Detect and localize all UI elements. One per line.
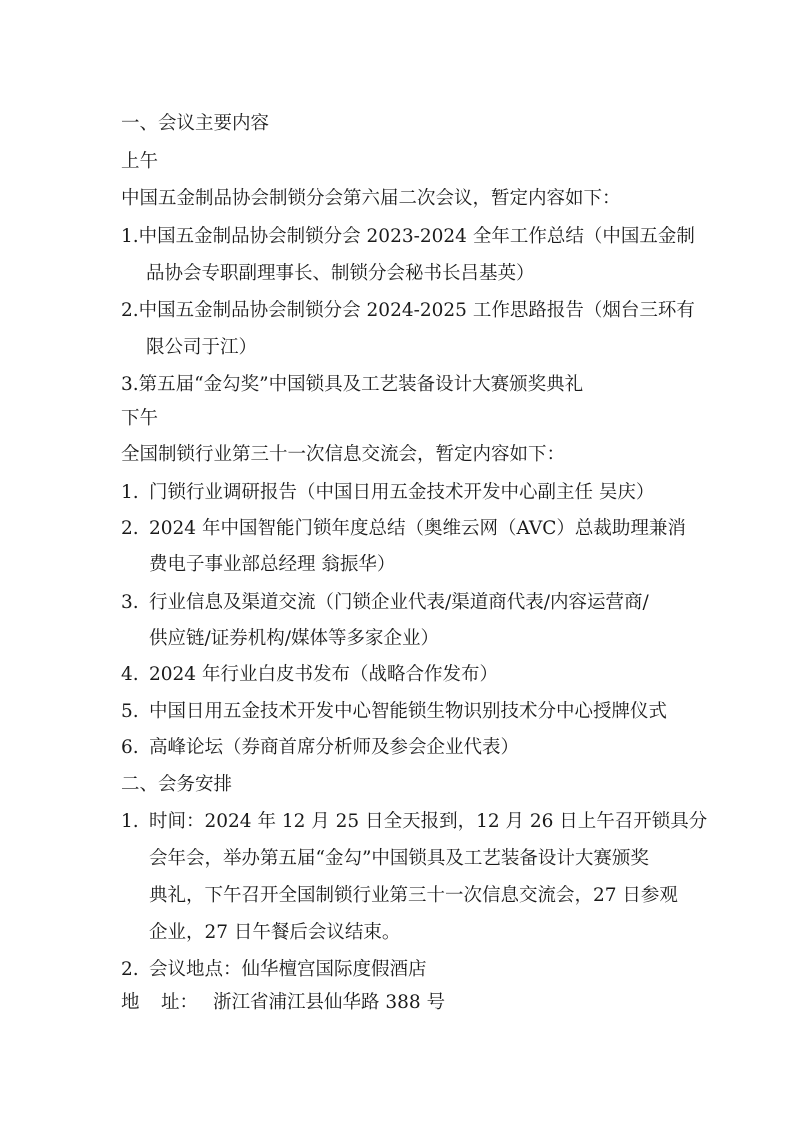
address-label-char1: 地 [121, 992, 140, 1013]
address-label-char2: 址： [161, 992, 199, 1013]
item-number: 2. [121, 518, 139, 539]
afternoon-item-1 [121, 480, 654, 506]
arrangement-item-1-cont-3: 企业，27 日午餐后会议结束。 [149, 922, 401, 943]
item-text: 会议地点：仙华檀宫国际度假酒店 [149, 959, 427, 980]
item-text: 中国五金制品协会制锁分会 2024-2025 工作思路报告（烟台三环有 [138, 300, 695, 321]
item-number: 3. [121, 374, 139, 395]
item-number: 6. [121, 737, 139, 758]
afternoon-item-3-cont: 供应链/证券机构/媒体等多家企业） [149, 628, 439, 649]
item-text: 行业信息及渠道交流（门锁企业代表/渠道商代表/内容运营商/ [149, 592, 649, 613]
item-text: 时间：2024 年 12 月 25 日全天报到，12 月 26 日上午召开锁具分 [149, 811, 708, 832]
item-number: 4. [121, 664, 139, 685]
address-value: 浙江省浦江县仙华路 388 号 [213, 992, 446, 1013]
afternoon-item-5 [121, 699, 667, 725]
arrangement-item-1 [121, 809, 707, 835]
afternoon-intro: 全国制锁行业第三十一次信息交流会，暂定内容如下： [121, 444, 566, 465]
afternoon-item-2-cont: 费电子事业部总经理 翁振华） [149, 554, 396, 575]
item-number: 2. [121, 300, 139, 321]
item-text: 门锁行业调研报告（中国日用五金技术开发中心副主任 吴庆） [149, 482, 655, 503]
morning-intro: 中国五金制品协会制锁分会第六届二次会议，暂定内容如下： [121, 188, 621, 209]
morning-item-2 [121, 298, 695, 324]
afternoon-item-3 [121, 590, 649, 616]
morning-item-1-cont: 品协会专职副理事长、制锁分会秘书长吕基英） [146, 263, 535, 284]
arrangement-item-2 [121, 957, 427, 983]
item-text: 中国五金制品协会制锁分会 2023-2024 全年工作总结（中国五金制 [138, 226, 695, 247]
section2-heading: 二、会务安排 [121, 774, 233, 795]
item-text: 高峰论坛（券商首席分析师及参会企业代表） [149, 737, 520, 758]
address-label [121, 990, 213, 1016]
item-number: 1. [121, 226, 139, 247]
afternoon-item-4 [121, 662, 498, 688]
morning-label: 上午 [121, 151, 159, 172]
item-number: 2. [121, 959, 139, 980]
arrangement-item-1-cont-2: 典礼，下午召开全国制锁行业第三十一次信息交流会，27 日参观 [149, 885, 678, 906]
address-line [121, 990, 445, 1016]
arrangement-item-1-cont-1: 会年会，举办第五届“金勾”中国锁具及工艺装备设计大赛颁奖 [149, 848, 649, 869]
morning-item-2-cont: 限公司于江） [146, 337, 258, 358]
afternoon-label: 下午 [121, 408, 159, 429]
morning-item-3 [121, 372, 583, 398]
afternoon-item-2 [121, 516, 686, 542]
item-text: 2024 年中国智能门锁年度总结（奥维云网（AVC）总裁助理兼消 [149, 518, 686, 539]
item-text: 2024 年行业白皮书发布（战略合作发布） [149, 664, 498, 685]
morning-item-1 [121, 224, 695, 250]
item-number: 1. [121, 811, 139, 832]
section1-heading: 一、会议主要内容 [121, 113, 270, 134]
item-text: 第五届“金勾奖”中国锁具及工艺装备设计大赛颁奖典礼 [138, 374, 584, 395]
item-number: 1. [121, 482, 139, 503]
item-number: 5. [121, 701, 139, 722]
afternoon-item-6 [121, 735, 519, 761]
item-text: 中国日用五金技术开发中心智能锁生物识别技术分中心授牌仪式 [149, 701, 668, 722]
item-number: 3. [121, 592, 139, 613]
